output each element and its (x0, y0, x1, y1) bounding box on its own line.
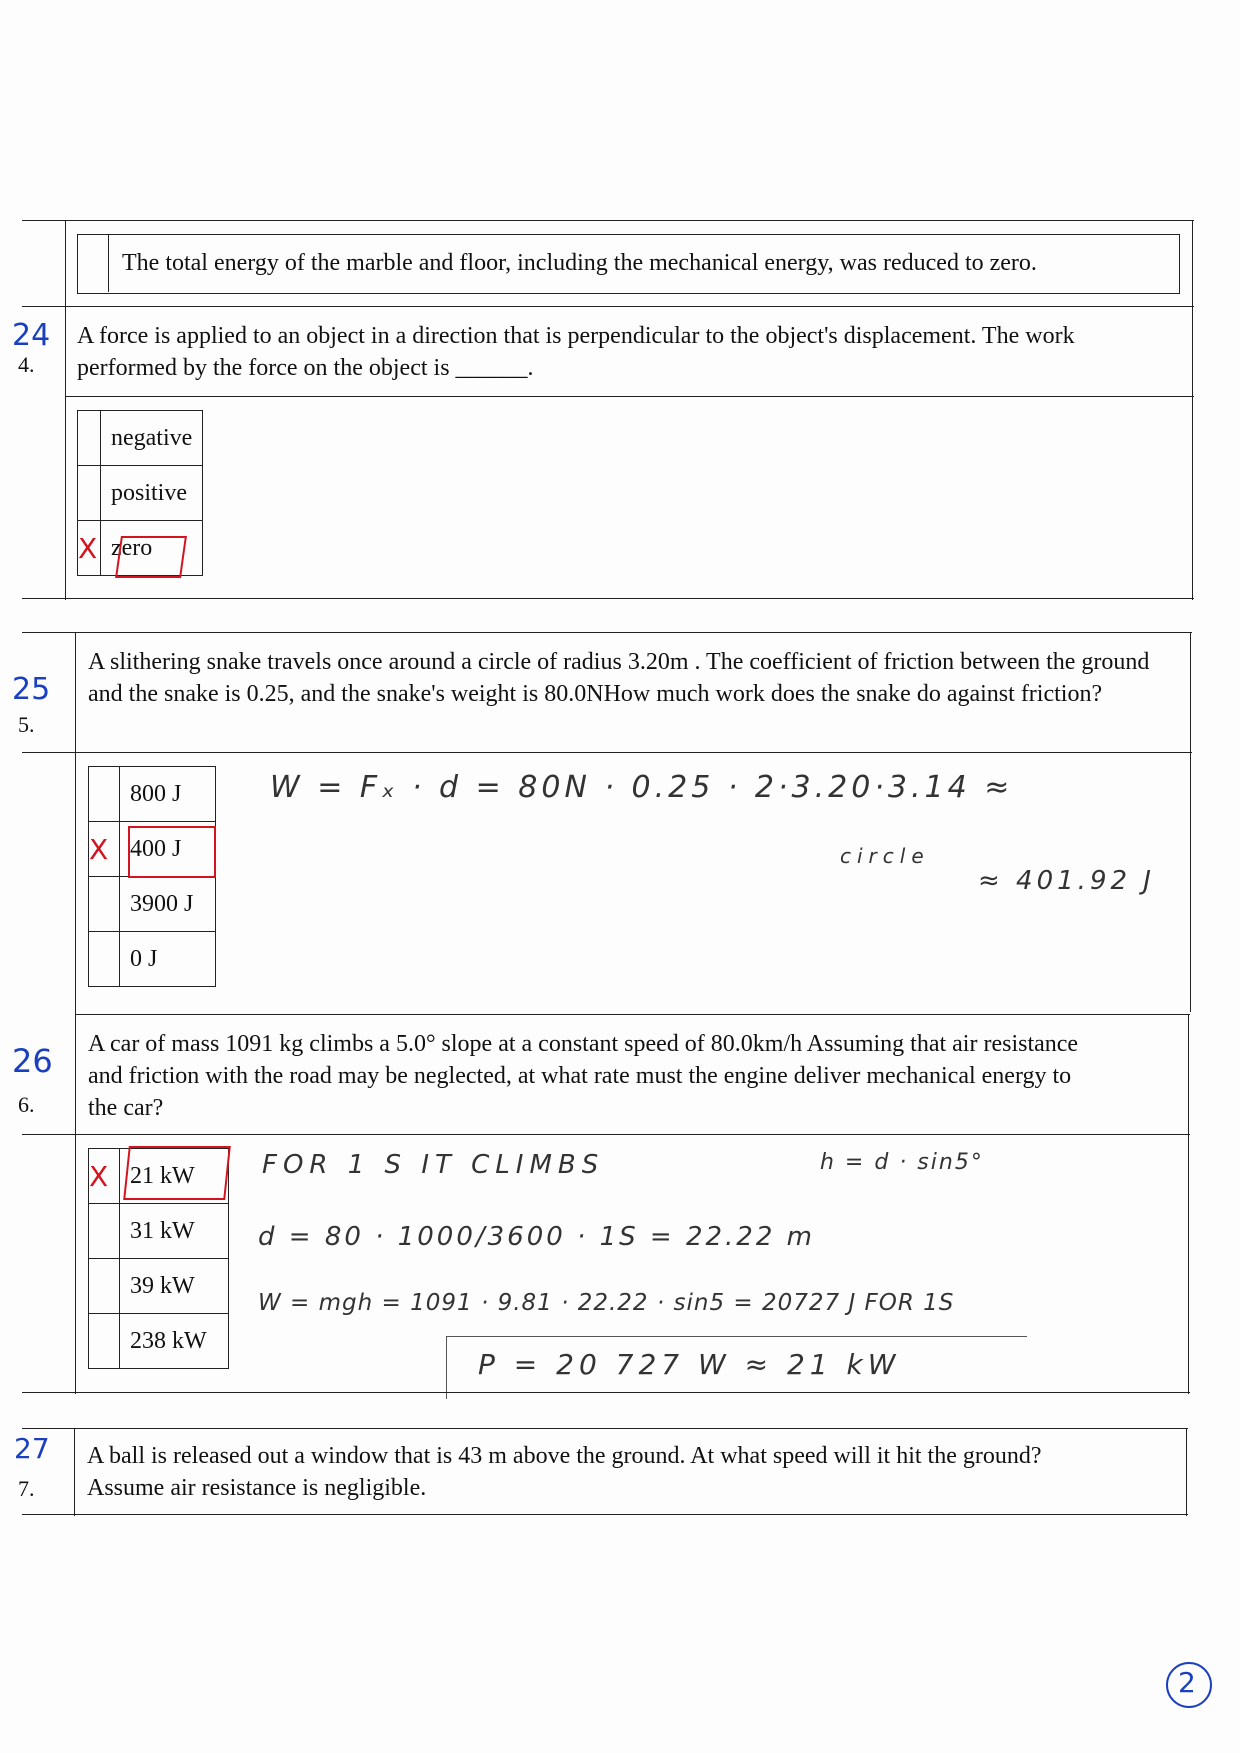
q26-options-divider (22, 1134, 1190, 1135)
q24-options-divider (65, 396, 1194, 397)
q26-selected-mark: X (89, 1159, 109, 1193)
section1-top-border (22, 220, 1194, 221)
q26-option-row[interactable] (89, 1314, 229, 1369)
q25-option-row[interactable] (89, 767, 216, 822)
q24-option-label: zero (101, 521, 203, 576)
q26-handwritten-number: 26 (12, 1042, 53, 1080)
q25-option-checkbox[interactable] (89, 877, 120, 932)
top-option-box (77, 234, 1180, 294)
q25-option-label: 400 J (120, 822, 216, 877)
top-option-text: The total energy of the marble and floor, including the mechanical energy, was reduced to zero. (122, 250, 1037, 276)
q25-option-row[interactable] (89, 932, 216, 987)
q26-option-checkbox[interactable] (89, 1314, 120, 1369)
q24-printed-number: 4. (18, 352, 35, 377)
q26-work-line2: d = 80 · 1000/3600 · 1S = 22.22 m (258, 1222, 815, 1252)
section4-bottom-border (22, 1514, 1188, 1515)
q24-option-row[interactable] (78, 466, 203, 521)
q27-question: A ball is released out a window that is 43 m above the ground. At what speed will it hit the ground? Assume air resistance is negligible. (87, 1443, 1042, 1501)
q25-option-row[interactable] (89, 877, 216, 932)
q24-handwritten-number: 24 (12, 318, 51, 353)
section4-num-column-border (74, 1428, 75, 1516)
section3-bottom-border (22, 1392, 1190, 1393)
section3-right-border (1188, 1014, 1189, 1394)
section2-right-border (1190, 632, 1191, 1012)
q26-option-row[interactable] (89, 1259, 229, 1314)
q24-option-label: negative (101, 411, 203, 466)
q27-handwritten-number: 27 (14, 1432, 50, 1465)
section2-top-border (22, 632, 1192, 633)
q25-option-checkbox[interactable] (89, 767, 120, 822)
q26-result-box (446, 1336, 1027, 1399)
q25-handwritten-number: 25 (12, 672, 51, 707)
q24-question: A force is applied to an object in a direction that is perpendicular to the object's displacement. The work performed by the force on the object is ______. (77, 323, 1075, 381)
q24-option-checkbox[interactable] (78, 466, 101, 521)
q24-option-row[interactable] (78, 411, 203, 466)
q25-selected-mark: X (89, 832, 109, 866)
section3-num-column-border (75, 1012, 76, 1394)
q24-option-label: positive (101, 466, 203, 521)
q26-option-checkbox[interactable] (89, 1259, 120, 1314)
q26-option-checkbox[interactable] (89, 1149, 120, 1204)
q24-top-border (22, 306, 1194, 307)
q26-printed-number: 6. (18, 1092, 35, 1117)
q25-answer-highlight (128, 826, 216, 878)
q25-work-label: circle (840, 844, 930, 868)
q26-answer-highlight (123, 1146, 231, 1200)
q25-work-result: ≈ 401.92 J (978, 866, 1155, 896)
q25-options-divider (22, 752, 1192, 753)
q25-option-label: 0 J (120, 932, 216, 987)
q26-option-row[interactable] (89, 1204, 229, 1259)
section1-bottom-border (22, 598, 1194, 599)
q24-option-checkbox[interactable] (78, 411, 101, 466)
page-number: 2 (1178, 1666, 1196, 1699)
q26-work-line1b: h = d · sin5° (820, 1150, 984, 1175)
section1-right-border (1192, 220, 1193, 600)
section3-top-border (75, 1014, 1190, 1015)
q25-work-line1: W = Fₓ · d = 80N · 0.25 · 2·3.20·3.14 ≈ (270, 770, 1014, 805)
q25-option-label: 800 J (120, 767, 216, 822)
q26-work-line4: P = 20 727 W ≈ 21 kW (478, 1348, 901, 1381)
q24-answer-highlight (115, 536, 187, 578)
q26-work-line1: FOR 1 S IT CLIMBS (262, 1150, 605, 1180)
q25-option-checkbox[interactable] (89, 822, 120, 877)
section4-top-border (22, 1428, 1188, 1429)
section1-num-column-border (65, 220, 66, 600)
q24-option-checkbox[interactable] (78, 521, 101, 576)
q26-option-label: 31 kW (120, 1204, 229, 1259)
q26-option-label: 238 kW (120, 1314, 229, 1369)
q26-option-checkbox[interactable] (89, 1204, 120, 1259)
q27-printed-number: 7. (18, 1476, 35, 1501)
section4-right-border (1186, 1428, 1187, 1516)
q26-option-label: 39 kW (120, 1259, 229, 1314)
q25-option-checkbox[interactable] (89, 932, 120, 987)
q26-option-label: 21 kW (120, 1149, 229, 1204)
section2-num-column-border (75, 632, 76, 1012)
q25-printed-number: 5. (18, 712, 35, 737)
q25-question: A slithering snake travels once around a circle of radius 3.20m . The coefficient of friction between the ground and the snake is 0.25, and the snake's weight is 80.0NHow much work does the snake do against friction? (88, 649, 1150, 707)
q25-option-label: 3900 J (120, 877, 216, 932)
q26-question: A car of mass 1091 kg climbs a 5.0° slope at a constant speed of 80.0km/h Assuming that air resistance and friction with the road may be neglected, at what rate must the engine deliver mechanical energy to the car? (88, 1031, 1079, 1121)
q26-work-line3: W = mgh = 1091 · 9.81 · 22.22 · sin5 = 20727 J FOR 1S (258, 1290, 955, 1316)
q24-selected-mark: X (78, 531, 98, 565)
